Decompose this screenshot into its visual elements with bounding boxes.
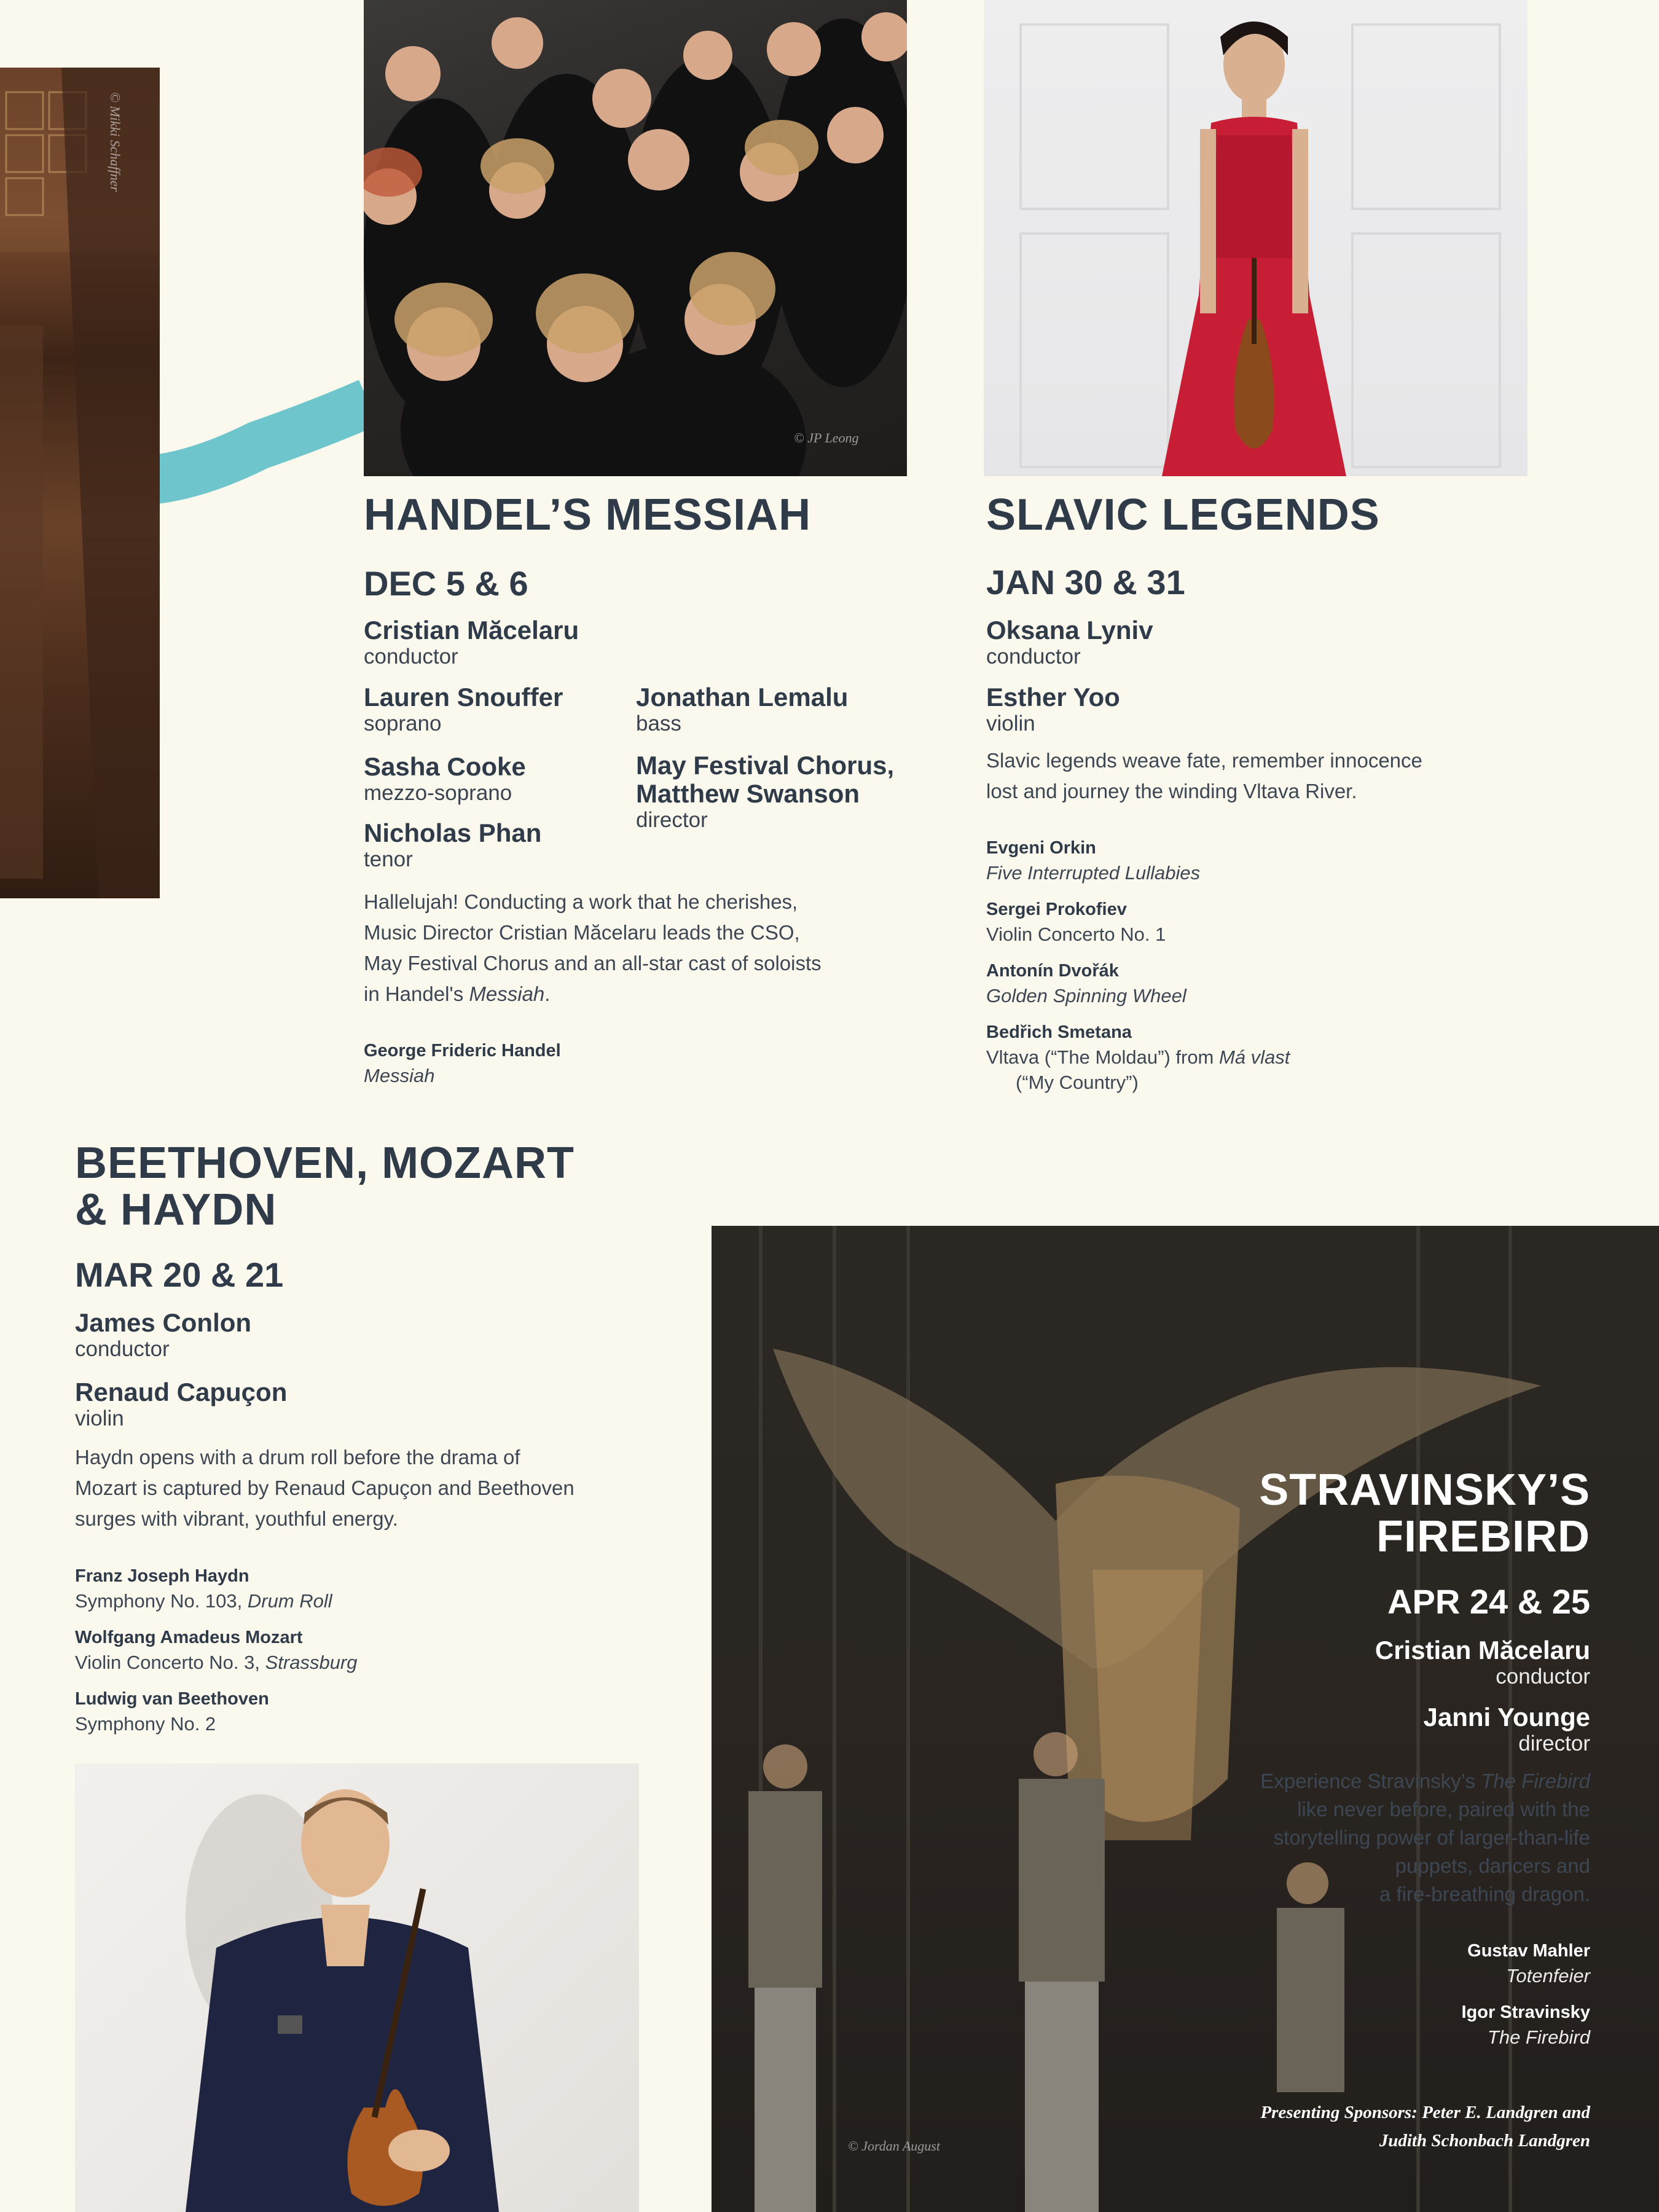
performer-role: director (636, 808, 708, 832)
composer-name: Igor Stravinsky (1461, 2002, 1590, 2022)
performer-name: Renaud Capuçon (75, 1378, 288, 1406)
slavic-description (986, 745, 1539, 807)
composer-name: Bedřich Smetana (986, 1022, 1132, 1042)
photo-credit: © JP Leong (794, 430, 859, 445)
messiah-section (364, 492, 917, 602)
work-title: Symphony No. 2 (75, 1713, 216, 1735)
description-text: . (544, 982, 551, 1005)
messiah-program (364, 1038, 561, 1088)
description-line: puppets, dancers and (1395, 1854, 1590, 1877)
description-line (364, 979, 917, 1010)
description-line: Hallelujah! Conducting a work that he cherishes, (364, 890, 798, 913)
work-text: Drum Roll (247, 1590, 332, 1612)
description-line: lost and journey the winding Vltava River. (986, 780, 1357, 802)
composer-name: Franz Joseph Haydn (75, 1566, 249, 1586)
description-line: a fire-breathing dragon. (1379, 1883, 1590, 1905)
beethoven-description (75, 1442, 689, 1534)
messiah-performer-1 (364, 616, 579, 669)
sponsor-line: Presenting Sponsors: Peter E. Landgren and (1260, 2103, 1590, 2122)
firebird-sponsors (983, 2098, 1590, 2155)
work-title: Messiah (469, 982, 545, 1005)
firebird-performer-2 (983, 1703, 1590, 1756)
performer-name: Jonathan Lemalu (636, 683, 849, 712)
performer-name: James Conlon (75, 1308, 252, 1337)
performer-role: bass (636, 712, 681, 735)
work-title: (“My Country”) (1016, 1072, 1139, 1093)
composer-name: Antonín Dvořák (986, 961, 1119, 981)
performer-name: May Festival Chorus, (636, 751, 895, 780)
work-text: Má vlast (1219, 1046, 1290, 1068)
beethoven-title: & HAYDN (75, 1185, 277, 1234)
performer-name: Cristian Măcelaru (1375, 1636, 1590, 1665)
performer-name: Janni Younge (1423, 1703, 1590, 1732)
firebird-program (983, 1939, 1590, 2050)
performer-role: tenor (364, 847, 413, 871)
photo-credit: © Mikki Schaffner (108, 92, 123, 192)
beethoven-section (75, 1140, 689, 1293)
work-title: Five Interrupted Lullabies (986, 862, 1201, 884)
sponsor-line: Judith Schonbach Landgren (1379, 2131, 1590, 2151)
description-line: storytelling power of larger-than-life (1273, 1826, 1590, 1849)
messiah-performer-2 (364, 683, 563, 736)
work-title: Messiah (364, 1065, 435, 1086)
messiah-performer-5 (636, 683, 848, 736)
description-line: Music Director Cristian Măcelaru leads the CSO, (364, 921, 800, 944)
work-title: Golden Spinning Wheel (986, 985, 1186, 1006)
performer-role: violin (986, 712, 1035, 735)
performer-role: conductor (364, 645, 458, 669)
description-line: Haydn opens with a drum roll before the drama of (75, 1446, 520, 1469)
choir-photo (364, 0, 907, 476)
firebird-section (983, 1467, 1590, 1620)
beethoven-performer-1 (75, 1309, 251, 1362)
violinist-esther-photo (984, 0, 1528, 476)
description-line: May Festival Chorus and an all-star cast of soloists (364, 952, 822, 975)
slavic-performer-2 (986, 683, 1120, 736)
description-text: in Handel's (364, 982, 469, 1005)
messiah-performer-3 (364, 753, 526, 806)
performer-name: Lauren Snouffer (364, 683, 563, 712)
violinist-renaud-photo (75, 1763, 639, 2212)
performer-role: mezzo-soprano (364, 781, 512, 805)
firebird-title: FIREBIRD (1376, 1512, 1590, 1561)
work-title: The Firebird (1481, 1770, 1590, 1792)
beethoven-date: MAR 20 & 21 (75, 1255, 284, 1294)
organ-photo (0, 68, 160, 898)
work-text: Violin Concerto No. 3, (75, 1652, 265, 1673)
performer-name: Esther Yoo (986, 683, 1120, 712)
work-title: The Firebird (1487, 2026, 1590, 2048)
work-title (75, 1650, 689, 1675)
photo-credit: © Jordan August (848, 2138, 940, 2154)
performer-name: Sasha Cooke (364, 752, 526, 781)
firebird-title: STRAVINSKY’S (1259, 1465, 1590, 1515)
messiah-performer-6 (636, 751, 894, 833)
performer-name: Oksana Lyniv (986, 616, 1153, 645)
work-title: Violin Concerto No. 1 (986, 924, 1166, 945)
performer-role: conductor (1496, 1665, 1590, 1688)
composer-name: Ludwig van Beethoven (75, 1689, 269, 1709)
slavic-performer-1 (986, 616, 1153, 669)
performer-role: violin (75, 1406, 124, 1430)
beethoven-program (75, 1564, 689, 1736)
firebird-date: APR 24 & 25 (1387, 1582, 1590, 1621)
performer-name: Nicholas Phan (364, 818, 542, 847)
composer-name: Wolfgang Amadeus Mozart (75, 1628, 303, 1647)
slavic-title: SLAVIC LEGENDS (986, 490, 1380, 539)
performer-name: Cristian Măcelaru (364, 616, 579, 645)
messiah-title: HANDEL’S MESSIAH (364, 490, 812, 539)
work-title (986, 1045, 1539, 1070)
performer-name: Matthew Swanson (636, 779, 860, 808)
work-text: Strassburg (265, 1652, 358, 1673)
messiah-date: DEC 5 & 6 (364, 564, 528, 603)
performer-role: soprano (364, 712, 442, 735)
beethoven-performer-2 (75, 1378, 287, 1431)
work-text: Vltava (“The Moldau”) from (986, 1046, 1219, 1068)
composer-name: Evgeni Orkin (986, 838, 1096, 858)
description-line: like never before, paired with the (1297, 1798, 1590, 1821)
work-title: Totenfeier (1506, 1965, 1590, 1986)
description-line: Mozart is captured by Renaud Capuçon and Beethoven (75, 1477, 575, 1499)
firebird-description (983, 1767, 1590, 1908)
performer-role: director (1518, 1732, 1590, 1755)
composer-name: Gustav Mahler (1467, 1941, 1590, 1961)
composer-name: Sergei Prokofiev (986, 900, 1127, 919)
performer-role: conductor (986, 645, 1081, 669)
slavic-program (986, 836, 1539, 1095)
beethoven-title: BEETHOVEN, MOZART (75, 1139, 575, 1188)
firebird-performer-1 (983, 1636, 1590, 1689)
performer-role: conductor (75, 1337, 170, 1361)
description-line (983, 1767, 1590, 1795)
slavic-section (986, 492, 1539, 601)
slavic-date: JAN 30 & 31 (986, 563, 1185, 602)
work-text: Symphony No. 103, (75, 1590, 248, 1612)
work-title (75, 1588, 689, 1614)
description-line: surges with vibrant, youthful energy. (75, 1507, 398, 1530)
messiah-performer-4 (364, 819, 541, 872)
description-text: Experience Stravinsky’s (1260, 1770, 1481, 1792)
messiah-description (364, 887, 917, 1010)
description-line: Slavic legends weave fate, remember innocence (986, 749, 1422, 772)
composer-name: George Frideric Handel (364, 1041, 561, 1061)
